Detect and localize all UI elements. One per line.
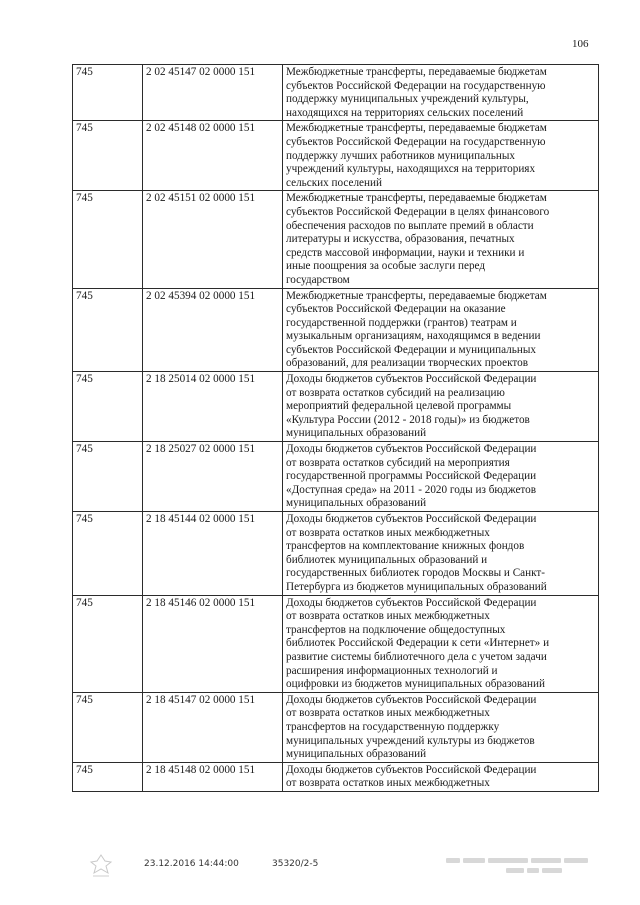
admin-code-cell: 745: [73, 65, 143, 121]
budget-code-cell: 2 02 45147 02 0000 151: [143, 65, 283, 121]
description-line: «Культура России (2012 - 2018 годы)» из бюджетов: [286, 413, 530, 426]
description-line: трансфертов на комплектование книжных фондов: [286, 540, 525, 553]
description-line: трансфертов на подключение общедоступных: [286, 623, 506, 636]
admin-code-cell: 745: [73, 762, 143, 791]
description-cell: [283, 442, 599, 512]
description-line: поддержку муниципальных учреждений культуры,: [286, 93, 529, 106]
page-number: 106: [572, 38, 589, 50]
budget-code-cell: 2 02 45394 02 0000 151: [143, 288, 283, 372]
description-line: субъектов Российской Федерации на государственную: [286, 79, 546, 92]
description-line: от возврата остатков субсидий на мероприятия: [286, 456, 510, 469]
description-line: Межбюджетные трансферты, передаваемые бюджетам: [286, 289, 547, 302]
description-line: муниципальных образований: [286, 427, 427, 440]
description-line: средств массовой информации, науки и техники и: [286, 246, 525, 259]
admin-code-cell: 745: [73, 595, 143, 692]
admin-code-cell: 745: [73, 121, 143, 191]
description-line: Межбюджетные трансферты, передаваемые бюджетам: [286, 66, 547, 78]
description-line: литературы и искусства, образования, печатных: [286, 233, 515, 246]
footer-timestamp: 23.12.2016 14:44:00: [144, 859, 239, 869]
description-line: библиотек муниципальных образований и: [286, 553, 488, 566]
description-cell: [283, 762, 599, 791]
description-line: субъектов Российской Федерации на государственную: [286, 135, 546, 148]
description-line: образований, для реализации творческих проектов: [286, 357, 528, 370]
description-line: субъектов Российской Федерации и муниципальных: [286, 343, 536, 356]
description-cell: [283, 121, 599, 191]
description-line: государством: [286, 273, 350, 286]
footer-document-number: 35320/2-5: [272, 859, 319, 869]
description-line: «Доступная среда» на 2011 - 2020 годы из бюджетов: [286, 483, 537, 496]
revenue-codes-table: [72, 64, 599, 792]
budget-code-cell: 2 18 25014 02 0000 151: [143, 372, 283, 442]
admin-code-cell: 745: [73, 442, 143, 512]
table-row: [73, 191, 599, 288]
description-line: муниципальных учреждений культуры из бюджетов: [286, 734, 535, 747]
admin-code-cell: 745: [73, 692, 143, 762]
admin-code-cell: 745: [73, 372, 143, 442]
description-line: обеспечения расходов по выплате премий в области: [286, 219, 534, 232]
description-line: развитие системы библиотечного дела с учетом задачи: [286, 650, 547, 663]
description-cell: [283, 65, 599, 121]
description-cell: [283, 372, 599, 442]
description-line: Доходы бюджетов субъектов Российской Федерации: [286, 443, 537, 456]
budget-code-cell: 2 02 45148 02 0000 151: [143, 121, 283, 191]
description-line: оцифровки из бюджетов муниципальных образований: [286, 678, 545, 691]
description-line: от возврата остатков иных межбюджетных: [286, 707, 490, 720]
faded-stamp-icon: [444, 855, 594, 879]
description-cell: [283, 595, 599, 692]
description-line: библиотек Российской Федерации к сети «Интернет» и: [286, 637, 550, 650]
description-line: Доходы бюджетов субъектов Российской Федерации: [286, 373, 537, 386]
description-line: музыкальным организациям, находящимся в ведении: [286, 330, 541, 343]
emblem-stamp-icon: [88, 853, 114, 879]
admin-code-cell: 745: [73, 288, 143, 372]
description-line: расширения информационных технологий и: [286, 664, 498, 677]
description-line: от возврата остатков иных межбюджетных: [286, 526, 490, 539]
budget-code-cell: 2 02 45151 02 0000 151: [143, 191, 283, 288]
description-line: государственной поддержки (грантов) театрам и: [286, 316, 517, 329]
table-row: [73, 65, 599, 121]
table-row: [73, 372, 599, 442]
description-line: от возврата остатков иных межбюджетных: [286, 610, 490, 623]
description-line: Доходы бюджетов субъектов Российской Федерации: [286, 763, 537, 776]
budget-code-cell: 2 18 45147 02 0000 151: [143, 692, 283, 762]
description-line: от возврата остатков иных межбюджетных: [286, 777, 490, 790]
table-row: [73, 442, 599, 512]
description-line: Межбюджетные трансферты, передаваемые бюджетам: [286, 122, 547, 135]
description-line: находящихся на территориях сельских поселений: [286, 106, 524, 119]
description-line: трансфертов на государственную поддержку: [286, 720, 500, 733]
description-cell: [283, 191, 599, 288]
budget-code-cell: 2 18 45144 02 0000 151: [143, 512, 283, 596]
description-line: муниципальных образований: [286, 748, 427, 761]
description-cell: [283, 692, 599, 762]
table-row: [73, 512, 599, 596]
description-line: Межбюджетные трансферты, передаваемые бюджетам: [286, 192, 547, 205]
description-line: государственной программы Российской Федерации: [286, 470, 537, 483]
description-line: государственных библиотек городов Москвы и Санкт-: [286, 567, 546, 580]
description-line: сельских поселений: [286, 176, 382, 189]
description-line: муниципальных образований: [286, 497, 427, 510]
table-row: [73, 692, 599, 762]
description-cell: [283, 512, 599, 596]
budget-code-cell: 2 18 45148 02 0000 151: [143, 762, 283, 791]
table-row: [73, 288, 599, 372]
description-line: субъектов Российской Федерации на оказание: [286, 303, 506, 316]
description-line: субъектов Российской Федерации в целях финансового: [286, 205, 550, 218]
description-line: мероприятий федеральной целевой программы: [286, 400, 512, 413]
description-line: учреждений культуры, находящихся на территориях: [286, 163, 536, 176]
budget-code-cell: 2 18 25027 02 0000 151: [143, 442, 283, 512]
budget-code-cell: 2 18 45146 02 0000 151: [143, 595, 283, 692]
description-line: Петербурга из бюджетов муниципальных образований: [286, 580, 547, 593]
table-row: [73, 121, 599, 191]
description-line: Доходы бюджетов субъектов Российской Федерации: [286, 513, 537, 525]
table-row: [73, 595, 599, 692]
description-cell: [283, 288, 599, 372]
description-line: иные поощрения за особые заслуги перед: [286, 260, 486, 273]
admin-code-cell: 745: [73, 512, 143, 596]
description-line: Доходы бюджетов субъектов Российской Федерации: [286, 596, 537, 609]
page-footer: [0, 853, 640, 883]
table-row: [73, 762, 599, 791]
description-line: от возврата остатков субсидий на реализацию: [286, 386, 505, 399]
description-line: поддержку лучших работников муниципальных: [286, 149, 515, 162]
description-line: Доходы бюджетов субъектов Российской Федерации: [286, 693, 537, 706]
admin-code-cell: 745: [73, 191, 143, 288]
